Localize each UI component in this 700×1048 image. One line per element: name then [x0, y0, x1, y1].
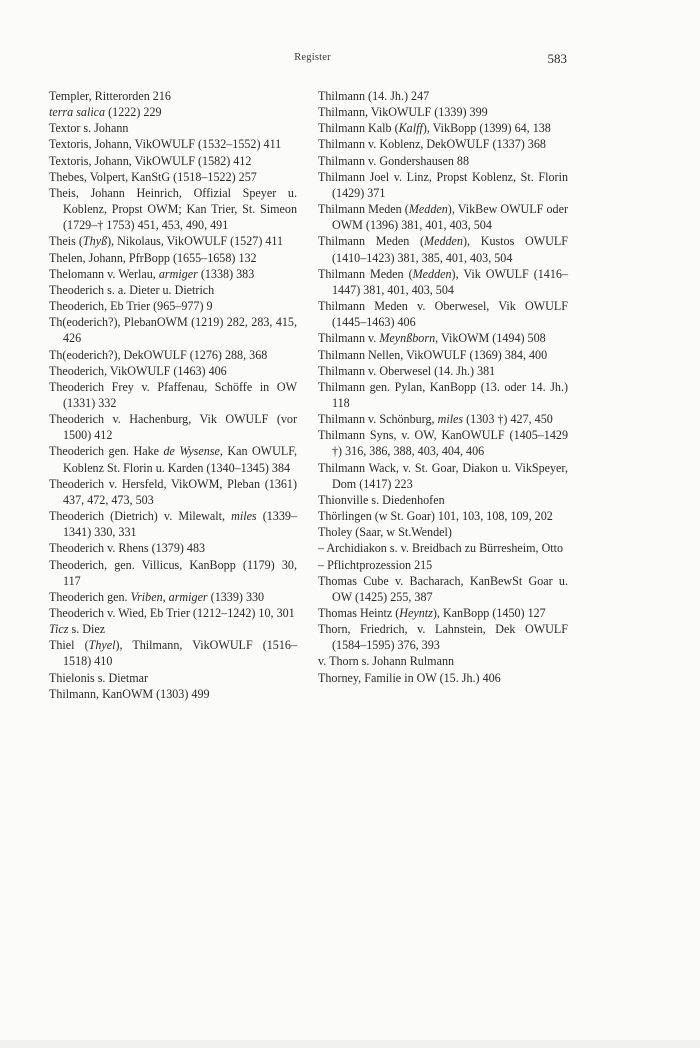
right-column: [318, 88, 568, 686]
index-entry: Textor s. Johann: [49, 121, 129, 136]
index-entry: Thilmann v. Gondershausen 88: [318, 153, 470, 168]
index-entry: Thilmann Meden (Medden), VikBew OWULF oder OWM (1396) 381, 401, 403, 504: [318, 202, 568, 233]
index-entry: Thelen, Johann, PfrBopp (1655–1658) 132: [49, 250, 257, 265]
index-entry: Theoderich v. Rhens (1379) 483: [49, 541, 206, 556]
index-entry: Tholey (Saar, w St.Wendel): [318, 525, 452, 540]
index-entry: Theoderich v. Wied, Eb Trier (1212–1242) 10, 301: [49, 606, 295, 620]
index-entry: Theoderich s. a. Dieter u. Dietrich: [49, 282, 215, 297]
index-entry: Thilmann Meden v. Oberwesel, Vik OWULF (1445–1463) 406: [318, 299, 568, 330]
index-entry: Theoderich Frey v. Pfaffenau, Schöffe in OW (1331) 332: [49, 379, 297, 410]
index-entry: Thilmann v. Koblenz, DekOWULF (1337) 368: [318, 137, 546, 152]
index-entry: Thilmann Joel v. Linz, Propst Koblenz, St. Florin (1429) 371: [318, 169, 568, 200]
index-entry: Theis (Thyß), Nikolaus, VikOWULF (1527) 411: [49, 234, 284, 249]
index-entry: Thilmann v. Oberwesel (14. Jh.) 381: [318, 363, 496, 378]
index-entry: Theoderich, Eb Trier (965–977) 9: [49, 299, 213, 314]
index-entry: Thilmann, KanOWM (1303) 499: [49, 686, 210, 701]
left-column: [49, 88, 297, 702]
index-entry: Theis, Johann Heinrich, Offizial Speyer u. Koblenz, Propst OWM; Kan Trier, St. Simeon (1729–† 1753) 451, 453, 490, 491: [49, 185, 297, 233]
index-entry: Thilmann Meden (Medden), Vik OWULF (1416–1447) 381, 401, 403, 504: [318, 266, 568, 297]
index-entry: Thebes, Volpert, KanStG (1518–1522) 257: [49, 169, 257, 184]
index-entry: Thilmann Wack, v. St. Goar, Diakon u. VikSpeyer, Dom (1417) 223: [318, 460, 568, 491]
page-bottom-edge: [0, 1040, 700, 1048]
index-entry: Thorney, Familie in OW (15. Jh.) 406: [318, 670, 501, 685]
index-entry: Theoderich v. Hersfeld, VikOWM, Pleban (1361) 437, 472, 473, 503: [49, 476, 297, 507]
index-entry: Thilmann (14. Jh.) 247: [318, 89, 430, 103]
index-entry: Thilmann gen. Pylan, KanBopp (13. oder 14. Jh.) 118: [318, 379, 568, 410]
index-entry: Thielonis s. Dietmar: [49, 670, 149, 685]
index-entry: – Archidiakon s. v. Breidbach zu Bürresheim, Otto: [318, 541, 564, 556]
index-entry: Templer, Ritterorden 216: [49, 89, 171, 103]
index-entry: Theoderich gen. Vriben, armiger (1339) 330: [49, 589, 265, 604]
index-entry: Ticz s. Diez: [49, 622, 106, 637]
running-title: Register: [294, 52, 331, 63]
index-entry: Thelomann v. Werlau, armiger (1338) 383: [49, 266, 255, 281]
index-entry: Textoris, Johann, VikOWULF (1582) 412: [49, 153, 252, 168]
index-entry: Thilmann Kalb (Kalff), VikBopp (1399) 64, 138: [318, 121, 551, 136]
index-entry: Thilmann Nellen, VikOWULF (1369) 384, 400: [318, 347, 548, 362]
index-entry: Thilmann Syns, v. OW, KanOWULF (1405–1429 †) 316, 386, 388, 403, 404, 406: [318, 428, 568, 459]
index-entry: Theoderich v. Hachenburg, Vik OWULF (vor 1500) 412: [49, 412, 297, 443]
index-entry: Thomas Cube v. Bacharach, KanBewSt Goar u. OW (1425) 255, 387: [318, 573, 568, 604]
index-entry: Thilmann v. Schönburg, miles (1303 †) 427, 450: [318, 412, 553, 427]
index-entry: Theoderich, gen. Villicus, KanBopp (1179) 30, 117: [49, 557, 297, 588]
index-entry: Thörlingen (w St. Goar) 101, 103, 108, 109, 202: [318, 509, 553, 524]
index-entry: v. Thorn s. Johann Rulmann: [318, 654, 455, 669]
index-entry: Thionville s. Diedenhofen: [318, 492, 445, 507]
index-entry: Thilmann Meden (Medden), Kustos OWULF (1410–1423) 381, 385, 401, 403, 504: [318, 234, 568, 265]
index-entry: Th(eoderich?), PlebanOWM (1219) 282, 283, 415, 426: [49, 315, 297, 346]
page-number: 583: [547, 51, 567, 66]
index-entry: Thilmann, VikOWULF (1339) 399: [318, 105, 488, 120]
running-head: [0, 52, 700, 68]
index-entry: Th(eoderich?), DekOWULF (1276) 288, 368: [49, 347, 268, 362]
index-entry: Theoderich, VikOWULF (1463) 406: [49, 363, 227, 378]
index-entry: Theoderich gen. Hake de Wysense, Kan OWULF, Koblenz St. Florin u. Karden (1340–1345) 384: [49, 444, 297, 475]
index-entry: Thilmann v. Meynßborn, VikOWM (1494) 508: [318, 331, 546, 346]
index-entry: terra salica (1222) 229: [49, 105, 162, 120]
index-entry: Thomas Heintz (Heyntz), KanBopp (1450) 127: [318, 606, 546, 620]
index-entry: Theoderich (Dietrich) v. Milewalt, miles (1339–1341) 330, 331: [49, 509, 297, 540]
index-entry: Thiel (Thyel), Thilmann, VikOWULF (1516–1518) 410: [49, 638, 297, 669]
index-entry: Thorn, Friedrich, v. Lahnstein, Dek OWULF (1584–1595) 376, 393: [318, 622, 568, 653]
index-entry: – Pflichtprozession 215: [318, 557, 433, 572]
index-entry: Textoris, Johann, VikOWULF (1532–1552) 411: [49, 137, 282, 152]
